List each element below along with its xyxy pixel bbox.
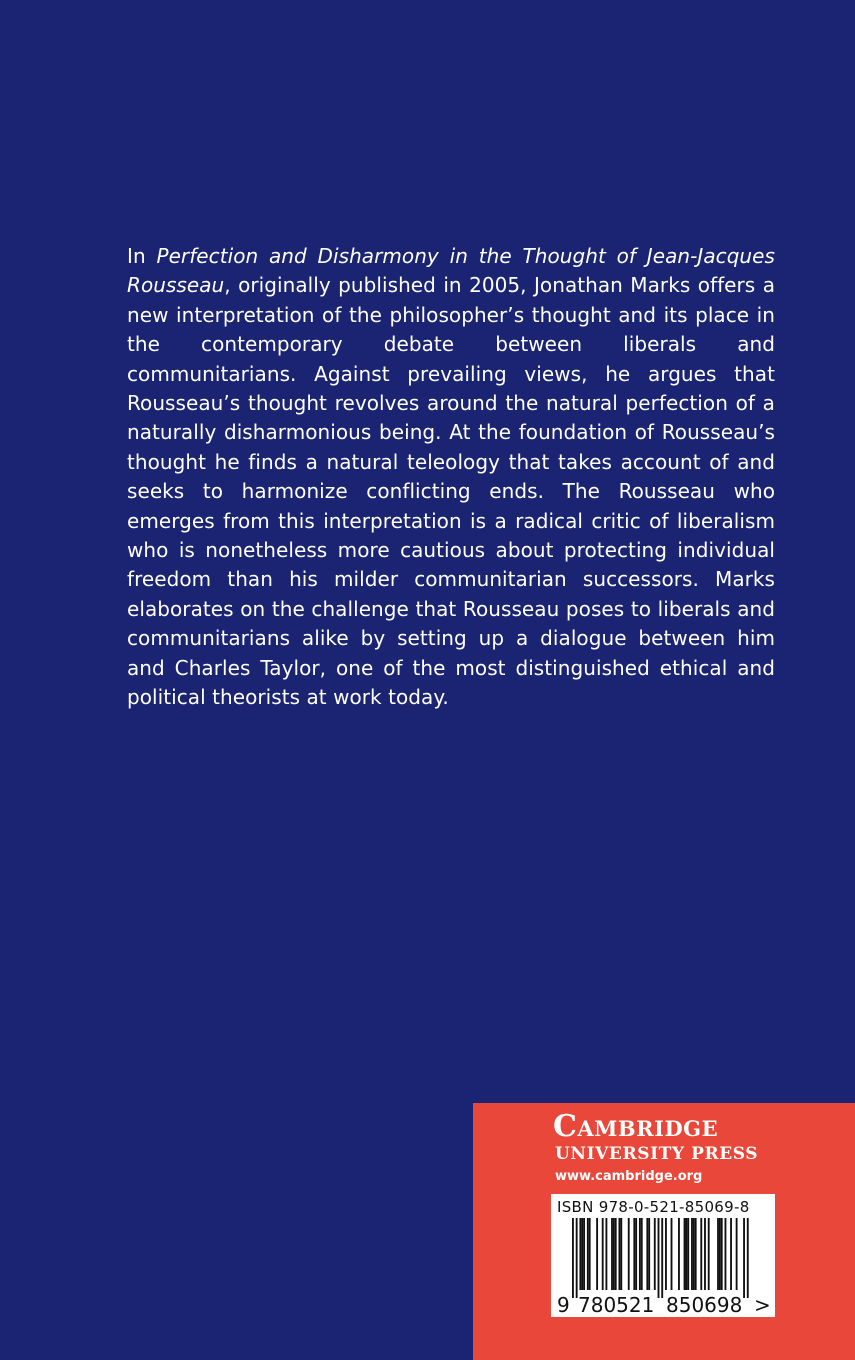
barcode-bar [661,1218,663,1298]
barcode-bar [633,1218,635,1290]
barcode-bar [700,1218,702,1290]
barcode-bar [687,1218,689,1290]
barcode-bar [695,1218,697,1290]
barcode-bar [635,1218,637,1290]
barcode-bar [602,1218,604,1290]
barcode-bar [725,1218,727,1290]
barcode-bar [576,1218,578,1298]
blurb-book-title: Perfection and Disharmony in the Thought of Jean-Jacques Rousseau [127,244,775,298]
barcode-bar [704,1218,706,1290]
barcode-bar [587,1218,589,1290]
barcode-bar [691,1218,693,1290]
barcode-bar [572,1218,574,1298]
barcode-bar [693,1218,695,1290]
barcode-bar [628,1218,630,1290]
barcode-bar [708,1218,710,1290]
barcode-bar [611,1218,613,1290]
barcode-bar [684,1218,686,1290]
publisher-subtitle: UNIVERSITY PRESS [555,1144,759,1164]
ean-lead-digit: 9 [557,1293,570,1317]
barcode-bar [579,1218,581,1290]
ean-left-group: 780521 [578,1293,655,1317]
blurb-body: , originally published in 2005, Jonathan Marks offers a new interpretation of the philosopher’s thought and its place in the contemporary debate between liberals and communitarians. Against prevailing views, he argues that Rousseau’s thought revolves around the natural perfection of a naturally disharmonious being. At the foundation of Rousseau’s thought he finds a natural teleology that takes account of and seeks to harmonize conflicting ends. The Rousseau who emerges from this interpretation is a radical critic of liberalism who is nonetheless more cautious about protecting individual freedom than his milder communitarian successors. Marks elaborates on the challenge that Rousseau poses to liberals and communitarians alike by setting up a dialogue between him and Charles Taylor, one of the most distinguished ethical and political theorists at work today. [127,273,775,710]
barcode-bar [619,1218,621,1290]
barcode-bar [613,1218,615,1290]
barcode-bar [639,1218,641,1290]
barcode-bar [605,1218,607,1290]
barcode-bar [583,1218,585,1290]
barcode-bar [678,1218,680,1290]
barcode-bar [719,1218,721,1290]
barcode-bar [620,1218,622,1290]
barcode-panel [551,1194,775,1317]
barcode-bar [615,1218,617,1290]
barcode-bar [721,1218,723,1290]
barcode-bar [658,1218,660,1298]
ean-quiet-mark: > [754,1293,771,1317]
publisher-name: Cambridge [553,1109,719,1144]
barcode-bar [648,1218,650,1290]
barcode-bar [646,1218,648,1290]
blurb-text [127,242,775,713]
barcode-bar [596,1218,598,1290]
publisher-url: www.cambridge.org [555,1169,703,1184]
barcode-bar [736,1218,738,1290]
barcode-bar [747,1218,749,1298]
isbn-label: ISBN 978-0-521-85069-8 [557,1198,750,1216]
barcode-bar [717,1218,719,1290]
barcode-bar [685,1218,687,1290]
barcode-bar [641,1218,643,1290]
barcode-bar [589,1218,591,1290]
barcode-bar [665,1218,667,1290]
barcode-bar [654,1218,656,1290]
barcode-bar [581,1218,583,1290]
publisher-box [473,1103,855,1360]
blurb-pre-title: In [127,244,157,268]
barcode-bar [743,1218,745,1298]
barcode-bar [671,1218,673,1290]
ean-right-group: 850698 [666,1293,743,1317]
barcode-bar [730,1218,732,1290]
